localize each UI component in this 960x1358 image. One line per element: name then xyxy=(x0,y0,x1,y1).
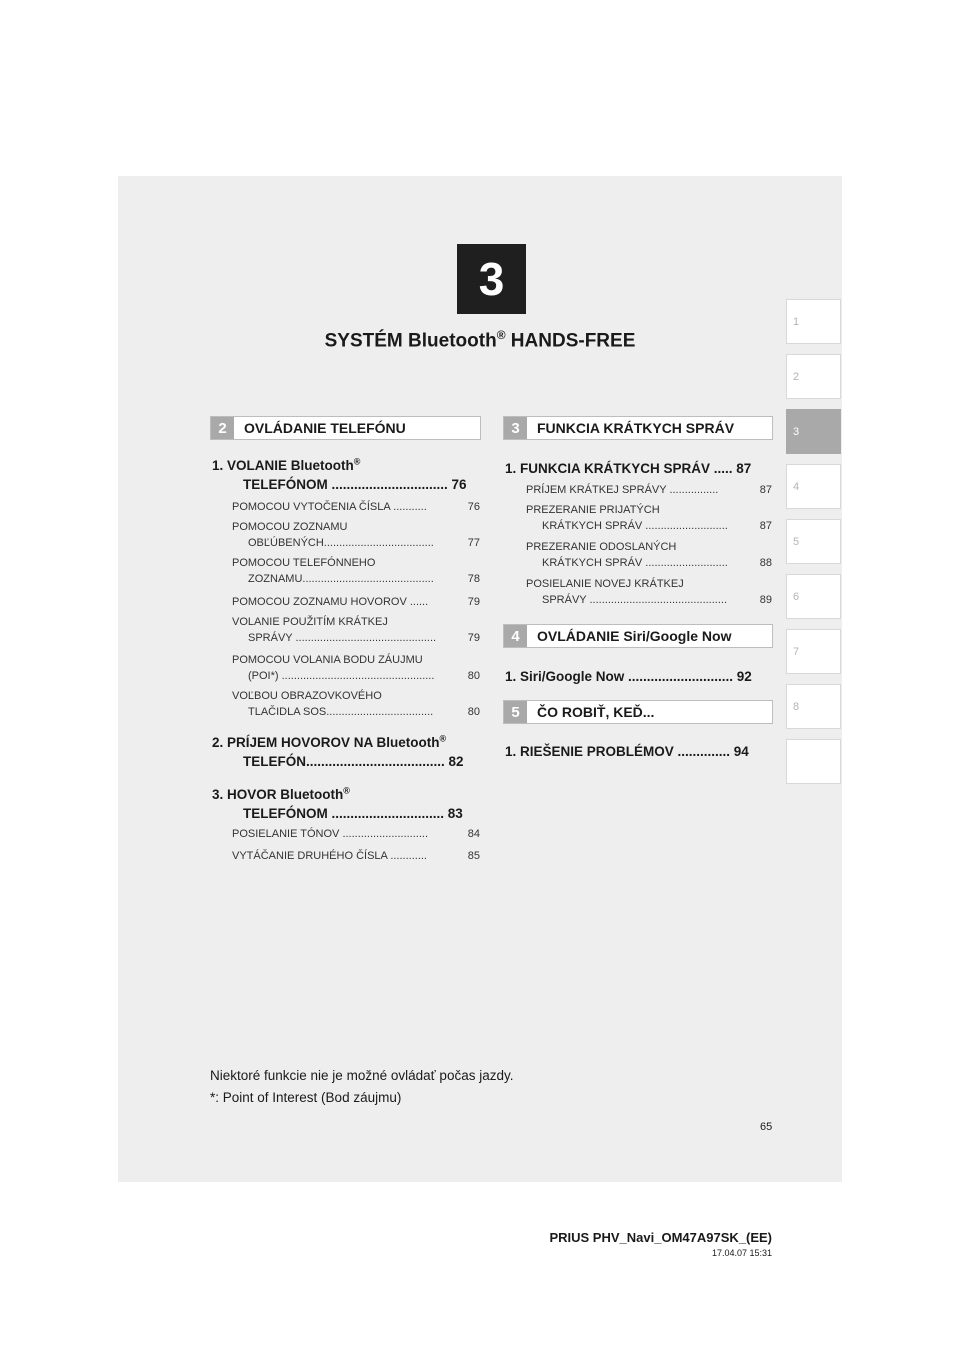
section-title: FUNKCIA KRÁTKYCH SPRÁV xyxy=(537,420,735,436)
tab-chapter-8[interactable]: 8 xyxy=(786,684,841,729)
tab-chapter-6[interactable]: 6 xyxy=(786,574,841,619)
section-number: 2 xyxy=(211,417,234,439)
section-header-4 xyxy=(503,624,773,648)
toc-subentry[interactable]: POSIELANIE NOVEJ KRÁTKEJ SPRÁVY ............................................. 89 xyxy=(526,578,772,606)
toc-entry[interactable]: 1. Siri/Google Now ............................ 92 xyxy=(505,669,752,684)
toc-subentry[interactable]: VYTÁČANIE DRUHÉHO ČÍSLA ............ 85 xyxy=(232,850,480,862)
toc-subentry[interactable]: PREZERANIE PRIJATÝCH KRÁTKYCH SPRÁV ........................... 87 xyxy=(526,504,772,532)
toc-subentry[interactable]: POMOCOU ZOZNAMU OBĽÚBENÝCH.................................... 77 xyxy=(232,521,480,549)
document-id: PRIUS PHV_Navi_OM47A97SK_(EE) xyxy=(549,1230,772,1245)
section-number: 5 xyxy=(504,701,527,723)
section-title: ČO ROBIŤ, KEĎ... xyxy=(537,704,655,720)
tab-chapter-3[interactable]: 3 xyxy=(786,409,841,454)
section-header-5 xyxy=(503,700,773,724)
toc-entry[interactable]: 1. RIEŠENIE PROBLÉMOV .............. 94 xyxy=(505,744,749,759)
toc-subentry[interactable]: POMOCOU VOLANIA BODU ZÁUJMU (POI*) .................................................. 80 xyxy=(232,654,480,682)
tab-chapter-4[interactable]: 4 xyxy=(786,464,841,509)
footnote-poi: *: Point of Interest (Bod záujmu) xyxy=(210,1090,402,1105)
tab-index[interactable] xyxy=(786,739,841,784)
tab-chapter-5[interactable]: 5 xyxy=(786,519,841,564)
toc-subentry[interactable]: POSIELANIE TÓNOV ............................ 84 xyxy=(232,828,480,840)
toc-subentry[interactable]: PREZERANIE ODOSLANÝCH KRÁTKYCH SPRÁV ........................... 88 xyxy=(526,541,772,569)
page-number: 65 xyxy=(760,1121,773,1133)
toc-subentry[interactable]: POMOCOU ZOZNAMU HOVOROV ...... 79 xyxy=(232,596,480,608)
toc-subentry[interactable]: VOLANIE POUŽITÍM KRÁTKEJ SPRÁVY .............................................. 79 xyxy=(232,616,480,644)
section-header-3 xyxy=(503,416,773,440)
footnote-driving: Niektoré funkcie nie je možné ovládať počas jazdy. xyxy=(210,1068,514,1083)
section-header-2 xyxy=(210,416,481,440)
toc-subentry[interactable]: PRÍJEM KRÁTKEJ SPRÁVY ................ 87 xyxy=(526,484,772,496)
section-title: OVLÁDANIE TELEFÓNU xyxy=(244,420,406,436)
toc-entry[interactable]: 1. VOLANIE Bluetooth® TELEFÓNOM ............................... 76 xyxy=(212,456,467,492)
toc-subentry[interactable]: POMOCOU TELEFÓNNEHO ZOZNAMU........................................... 78 xyxy=(232,557,480,585)
toc-subentry[interactable]: VOĽBOU OBRAZOVKOVÉHO TLAČIDLA SOS................................... 80 xyxy=(232,690,480,718)
toc-entry[interactable]: 1. FUNKCIA KRÁTKYCH SPRÁV ..... 87 xyxy=(505,461,752,476)
chapter-title: SYSTÉM Bluetooth® HANDS-FREE xyxy=(324,328,636,352)
tab-chapter-2[interactable]: 2 xyxy=(786,354,841,399)
toc-subentry[interactable]: POMOCOU VYTOČENIA ČÍSLA ........... 76 xyxy=(232,501,480,513)
document-timestamp: 17.04.07 15:31 xyxy=(711,1248,772,1258)
tab-chapter-1[interactable]: 1 xyxy=(786,299,841,344)
toc-entry[interactable]: 3. HOVOR Bluetooth® TELEFÓNOM .............................. 83 xyxy=(212,785,463,821)
section-title: OVLÁDANIE Siri/Google Now xyxy=(537,628,732,644)
toc-entry[interactable]: 2. PRÍJEM HOVOROV NA Bluetooth® TELEFÓN..................................... 82 xyxy=(212,733,464,769)
tab-chapter-7[interactable]: 7 xyxy=(786,629,841,674)
section-number: 4 xyxy=(504,625,527,647)
chapter-number: 3 xyxy=(457,244,526,314)
section-number: 3 xyxy=(504,417,527,439)
